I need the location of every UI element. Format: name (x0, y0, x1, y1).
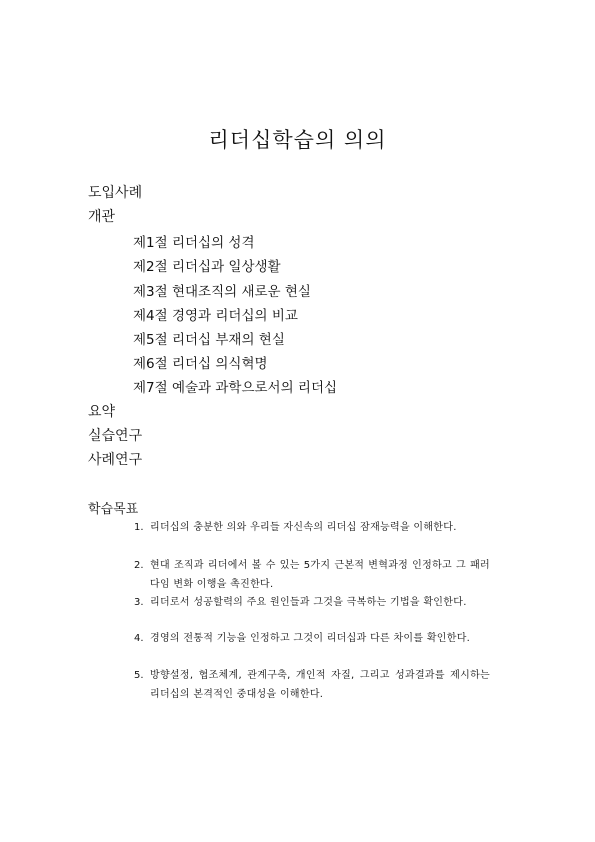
toc-chapter: 제6절 리더십 의식혁명 (133, 356, 268, 372)
toc-practice: 실습연구 (88, 428, 143, 444)
learning-goal-item (134, 593, 490, 612)
toc-chapter: 제1절 리더십의 성격 (133, 235, 255, 251)
toc-summary: 요약 (88, 404, 116, 420)
goal-number: 3. (134, 597, 144, 608)
toc-chapter: 제2절 리더십과 일상생활 (133, 259, 281, 275)
goal-text: 현대 조직과 리더에서 볼 수 있는 5가지 근본적 변혁과정 인정하고 그 패러다임 변화 이행을 촉진한다. (150, 560, 490, 590)
page-title: 리더십학습의 의의 (208, 128, 387, 152)
toc-chapter: 제4절 경영과 리더십의 비교 (133, 308, 298, 324)
goal-number: 2. (134, 560, 144, 571)
learning-goal-item (134, 666, 490, 704)
goal-text: 리더십의 충분한 의와 우리들 자신속의 리더십 잠재능력을 이해한다. (150, 522, 457, 533)
learning-goals-heading: 학습목표 (88, 502, 139, 517)
goal-number: 4. (134, 633, 144, 644)
toc-chapter: 제5절 리더십 부재의 현실 (133, 332, 285, 348)
learning-goal-item (134, 556, 490, 594)
goal-text: 경영의 전통적 기능을 인정하고 그것이 리더십과 다른 차이를 확인한다. (150, 633, 471, 644)
toc-intro-case: 도입사례 (88, 185, 143, 201)
goal-text: 방향설정, 협조체계, 관계구축, 개인적 자질, 그리고 성과결과를 제시하는 리더십의 본격적인 중대성을 이해한다. (150, 670, 490, 700)
goal-number: 5. (134, 670, 144, 681)
learning-goal-item (134, 629, 490, 648)
toc-case-study: 사례연구 (88, 452, 143, 468)
goal-text: 리더로서 성공할력의 주요 원인들과 그것을 극복하는 기법을 확인한다. (150, 597, 467, 608)
goal-number: 1. (134, 522, 144, 533)
toc-overview: 개관 (88, 209, 116, 225)
learning-goal-item (134, 518, 490, 537)
toc-chapter: 제3절 현대조직의 새로운 현실 (133, 284, 311, 300)
toc-chapter: 제7절 예술과 과학으로서의 리더십 (133, 380, 338, 396)
